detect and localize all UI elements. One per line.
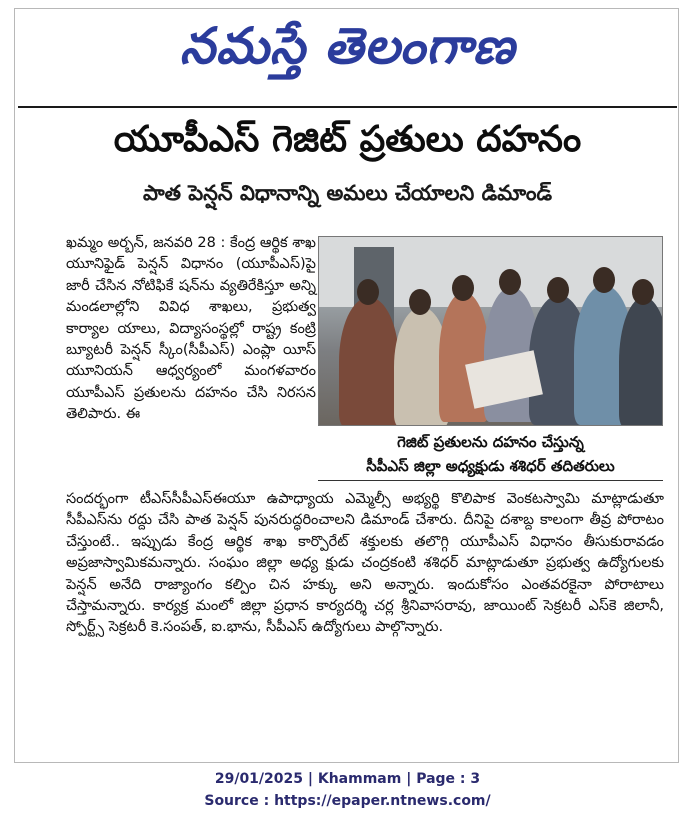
page-footer [0, 768, 695, 812]
article-column-text [66, 233, 316, 426]
newspaper-masthead: నమస్తే తెలంగాణ [179, 17, 516, 75]
photo-person-head [632, 279, 654, 305]
photo-caption [318, 430, 663, 478]
photo-caption-line: గెజిట్ ప్రతులను దహనం చేస్తున్న [397, 433, 584, 451]
photo-person-head [357, 279, 379, 305]
photo-person [619, 297, 663, 426]
article-lead-paragraph: ఖమ్మం అర్బన్, జనవరి 28 : కేంద్ర ఆర్థిక శాఖ యూనిఫైడ్ పెన్షన్ విధానం (యూపీఎస్)పై జారీ చేసిన నోటిఫికే షన్‌ను వ్యతిరేకిస్తూ అన్ని మండలాల్లోని వివిధ శాఖలు, ప్రభుత్వ కార్యాల యాలు, విద్యాసంస్థల్లో రాష్ట్ర కంట్రి బ్యూటరీ పెన్షన్ స్కీం(సీపీఎస్) ఎంప్లా యీస్ యూనియన్ ఆధ్వర్యంలో మంగళవారం యూపీఎస్ ప్రతులను దహనం చేసి నిరసన తెలిపారు. ఈ [66, 235, 316, 423]
article-headline: యూపీఎస్ గెజిట్ ప్రతులు దహనం [113, 119, 582, 160]
article-photo [318, 236, 663, 426]
footer-date-line: 29/01/2025 | Khammam | Page : 3 [214, 771, 481, 787]
photo-person-head [547, 277, 569, 303]
masthead-divider [18, 106, 677, 108]
photo-person-head [593, 267, 615, 293]
article-full-width-text [66, 489, 664, 639]
caption-divider [318, 480, 663, 481]
photo-person-head [409, 289, 431, 315]
article-subheadline: పాత పెన్షన్ విధానాన్ని అమలు చేయాలని డిమాండ్ [142, 181, 553, 205]
article-body-paragraph: సందర్భంగా టీఎస్‌సీపీఎస్‌ఈయూ ఉపాధ్యాయ ఎమ్మెల్సీ అభ్యర్థి కొలిపాక వెంకటస్వామి మాట్లాడుతూ సీపీఎస్‌ను రద్దు చేసి పాత పెన్షన్ పునరుద్ధరించాలని డిమాండ్ చేశారు. దీనిపై దశాబ్ద కాలంగా తీవ్ర పోరాటం చేస్తుంటే.. ఇప్పుడు కేంద్ర ఆర్థిక శాఖ కార్పొరేట్ శక్తులకు తలొగ్గి యూపీఎస్ విధానం తీసుకురావడం అప్రజాస్వామికమన్నారు. సంఘం జిల్లా అధ్య క్షుడు చంద్రకంటి శశిధర్ మాట్లాడుతూ ప్రభుత్వ ఉద్యోగులకు పెన్షన్ అనేది రాజ్యాంగం కల్పిం చిన హక్కు అని అన్నారు. ఇందుకోసం ఎంతవరకైనా పోరాటాలు చేస్తామన్నారు. కార్యక్ర మంలో జిల్లా ప్రధాన కార్యదర్శి చర్ల శ్రీనివాసరావు, జాయింట్ సెక్రటరీ ఎస్‌కె జిలానీ, స్పోర్ట్స్ సెక్రటరీ కె.సంపత్, ఐ.భాను, సీపీఎస్ ఉద్యోగులు పాల్గొన్నారు. [66, 491, 664, 636]
photo-person-head [452, 275, 474, 301]
footer-source-line: Source : https://epaper.ntnews.com/ [204, 793, 491, 809]
photo-caption-line: సీపీఎస్ జిల్లా అధ్యక్షుడు శశిధర్ తదితరులు [366, 457, 615, 475]
photo-person [339, 297, 399, 426]
photo-person-head [499, 269, 521, 295]
